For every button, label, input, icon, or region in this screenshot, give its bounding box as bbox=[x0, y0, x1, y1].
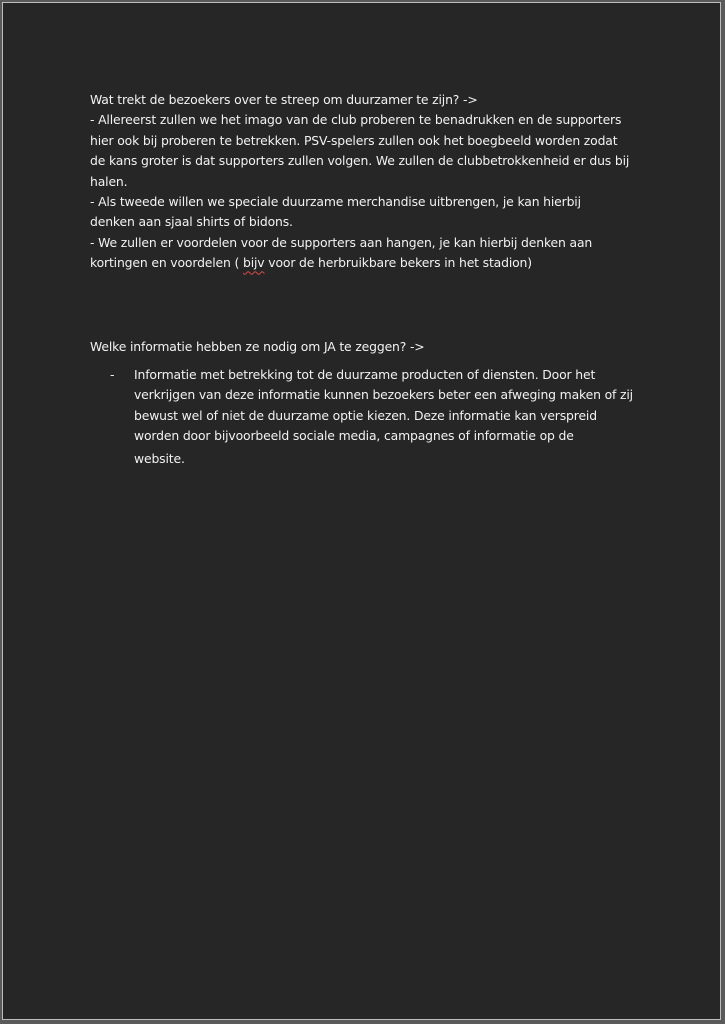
last-line-start: kortingen en voordelen ( bbox=[90, 255, 243, 271]
bullet-dash-icon: - bbox=[110, 367, 115, 382]
section-1-question: Wat trekt de bezoekers over te streep om duurzamer te zijn? -> bbox=[90, 92, 478, 107]
bullet-line: website. bbox=[134, 450, 185, 466]
bullet-line: bewust wel of niet de duurzame optie kiezen. Deze informatie kan verspreid bbox=[134, 407, 597, 423]
section-2-bullet-item bbox=[110, 365, 650, 469]
section-1-line: denken aan sjaal shirts of bidons. bbox=[90, 214, 293, 230]
document-page bbox=[2, 2, 721, 1020]
last-line-end: voor de herbruikbare bekers in het stadion) bbox=[264, 255, 532, 271]
section-2-question-text: Welke informatie hebben ze nodig om JA te zeggen? -> bbox=[90, 339, 425, 354]
section-1-line: halen. bbox=[90, 173, 128, 189]
section-1-line: de kans groter is dat supporters zullen volgen. We zullen de clubbetrokkenheid er dus bij bbox=[90, 153, 630, 169]
section-1-line: - We zullen er voordelen voor de supporters aan hangen, je kan hierbij denken aan bbox=[90, 234, 593, 250]
section-2-question bbox=[90, 337, 650, 357]
section-1-line: - Als tweede willen we speciale duurzame merchandise uitbrengen, je kan hierbij bbox=[90, 194, 581, 210]
bullet-line: Informatie met betrekking tot de duurzame producten of diensten. Door het bbox=[134, 367, 596, 382]
bullet-line: verkrijgen van deze informatie kunnen bezoekers beter een afweging maken of zij bbox=[134, 387, 633, 403]
section-1 bbox=[90, 90, 650, 274]
section-1-last-line bbox=[90, 253, 650, 273]
section-1-line: - Allereerst zullen we het imago van de club proberen te benadrukken en de supporters bbox=[90, 112, 622, 128]
spellcheck-flagged-word[interactable]: bijv bbox=[243, 255, 265, 271]
bullet-body bbox=[134, 365, 650, 469]
section-1-line: hier ook bij proberen te betrekken. PSV-spelers zullen ook het boegbeeld worden zodat bbox=[90, 132, 618, 148]
bullet-line: worden door bijvoorbeeld sociale media, campagnes of informatie op de bbox=[134, 428, 574, 444]
